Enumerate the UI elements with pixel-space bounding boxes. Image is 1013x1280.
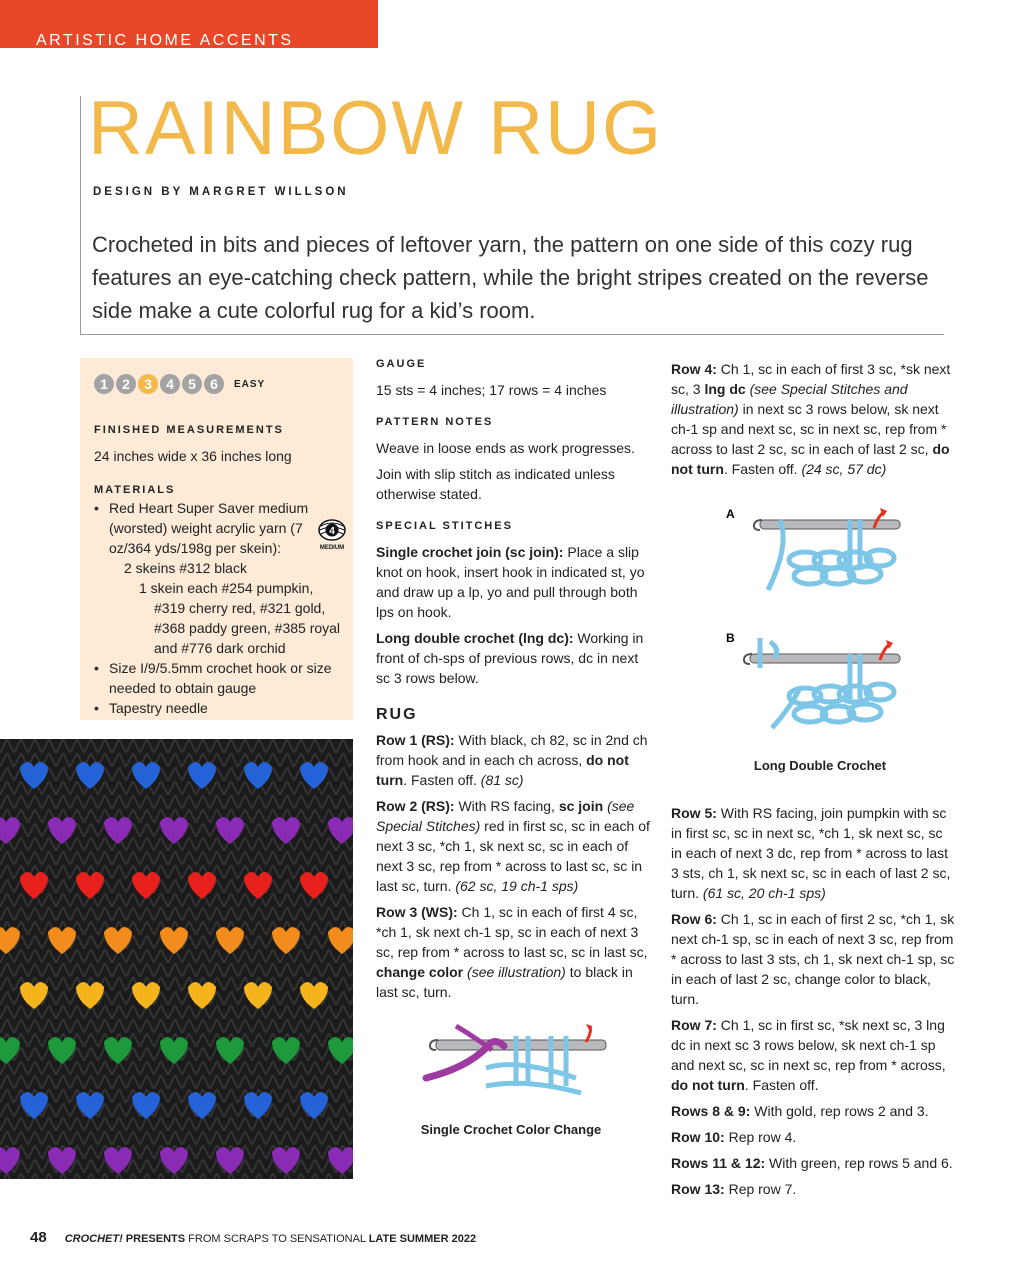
material-hook: • Size I/9/5.5mm crochet hook or size needed to obtain gauge: [94, 658, 344, 698]
text: With RS facing,: [454, 798, 559, 814]
long-dc-illustration-a: [720, 500, 920, 610]
rug-heading: RUG: [376, 706, 418, 723]
section-banner: [0, 0, 378, 48]
count: (81 sc): [480, 772, 524, 788]
issue-subtitle: FROM SCRAPS TO SENSATIONAL: [185, 1233, 369, 1245]
term: Single crochet join (sc join):: [376, 544, 564, 560]
designer-byline: DESIGN BY MARGRET WILLSON: [93, 186, 349, 198]
text: With RS facing, join pumpkin with sc in first sc, sc in next sc, *ch 1, sk next sc, sc in each of next 3 dc, rep from * across to last 3 sts, ch 1, sk next sc, sc in each of last 2 sc, turn.: [671, 805, 951, 901]
term: Row 6:: [671, 911, 717, 927]
note-2: Join with slip stitch as indicated unless otherwise stated.: [376, 466, 615, 502]
frame-line-bottom: [80, 334, 944, 335]
material-needle: • Tapestry needle: [94, 698, 344, 718]
skill-dot-2: 2: [116, 374, 136, 394]
material-yarn: [94, 498, 344, 658]
text: . Fasten off.: [723, 461, 802, 477]
row-4: [671, 359, 956, 479]
text: Rep row 7.: [724, 1181, 797, 1197]
skill-level: [94, 372, 343, 396]
color-change-caption: Single Crochet Color Change: [420, 1122, 602, 1137]
term: Row 13:: [671, 1181, 725, 1197]
illustration-label-a: A: [726, 507, 735, 521]
gauge-heading: GAUGE: [376, 358, 427, 370]
row-2: [376, 796, 656, 896]
row-3: [376, 902, 656, 1002]
text: . Fasten off.: [403, 772, 481, 788]
row-5: [671, 803, 956, 903]
materials-list: [94, 498, 344, 718]
note-1: Weave in loose ends as work progresses.: [376, 440, 635, 456]
count: (24 sc, 57 dc): [801, 461, 887, 477]
term: Row 4:: [671, 361, 717, 377]
material-skeins-colors: 1 skein each #254 pumpkin, #319 cherry red, #321 gold, #368 paddy green, #385 royal and #776 dark orchid: [139, 580, 341, 656]
row-6: [671, 909, 956, 1009]
text: Rep row 4.: [724, 1129, 797, 1145]
gauge-text: 15 sts = 4 inches; 17 rows = 4 inches: [376, 382, 607, 398]
term: Row 3 (WS):: [376, 904, 458, 920]
special-heading: SPECIAL STITCHES: [376, 520, 513, 532]
term: Row 10:: [671, 1129, 725, 1145]
text: . Fasten off.: [744, 1077, 819, 1093]
rug-photo: [0, 739, 353, 1179]
bold: do not turn: [671, 441, 950, 477]
long-dc-caption: Long Double Crochet: [753, 758, 887, 773]
special-sc-join: [376, 542, 656, 622]
yarn-weight-number: 4: [329, 526, 335, 537]
bold: do not turn: [376, 752, 629, 788]
illustration-label-b: B: [726, 631, 735, 645]
row-10: [671, 1127, 956, 1147]
frame-line-left: [80, 96, 81, 334]
text: Ch 1, sc in each of first 3 sc, *sk next sc, 3: [671, 361, 951, 397]
text: Working in front of ch-sps of previous rows, dc in next sc 3 rows below.: [376, 630, 644, 686]
text: Place a slip knot on hook, insert hook in indicated st, yo and draw up a lp, yo and pull through both lps on hook.: [376, 544, 645, 620]
text: in next sc 3 rows below, sk next ch-1 sp and next sc, sc in next sc, rep from * across to last 2 sc, sc in each of last 2 sc,: [671, 401, 947, 457]
text: With gold, rep rows 2 and 3.: [750, 1103, 929, 1119]
row-13: [671, 1179, 956, 1199]
page-footer: [30, 1229, 476, 1246]
bold: change color: [376, 964, 464, 980]
presents: PRESENTS: [122, 1233, 186, 1245]
text: With black, ch 82, sc in 2nd ch from hook and in each ch across,: [376, 732, 648, 768]
text: Ch 1, sc in each of first 2 sc, *ch 1, sk next ch-1 sp, sc in each of next 3 sc, rep from * across to last 3 sts, ch 1, sk next ch-1 sp, sc in each of last 2 sc, change color to black, turn.: [671, 911, 955, 1007]
ref: (see illustration): [467, 964, 566, 980]
skill-dot-4: 4: [160, 374, 180, 394]
section-label: ARTISTIC HOME ACCENTS: [36, 32, 294, 49]
intro-paragraph: Crocheted in bits and pieces of leftover yarn, the pattern on one side of this cozy rug features an eye-catching check pattern, while the bright stripes created on the reverse side make a cute colorful rug for a kid’s room.: [92, 232, 929, 323]
term: Row 2 (RS):: [376, 798, 455, 814]
magazine-name: CROCHET!: [64, 1233, 123, 1245]
term: Long double crochet (lng dc):: [376, 630, 574, 646]
term: Row 1 (RS):: [376, 732, 455, 748]
material-skeins-black: 2 skeins #312 black: [124, 560, 247, 576]
term: Row 7:: [671, 1017, 717, 1033]
page-number: 48: [30, 1229, 47, 1246]
row-1: [376, 730, 656, 790]
yarn-weight-label: MEDIUM: [319, 545, 345, 551]
rows-11-12: [671, 1153, 956, 1173]
materials-heading: MATERIALS: [94, 484, 176, 496]
finished-heading: FINISHED MEASUREMENTS: [94, 424, 284, 436]
row-7: [671, 1015, 956, 1095]
column-middle: [376, 358, 656, 1008]
text: red in first sc, sc in each of next 3 sc, *ch 1, sk next sc, sc in each of next 3 sc, rep from * across to last sc, sc in last sc, turn.: [376, 818, 650, 894]
color-change-illustration: [416, 1018, 616, 1118]
skill-dot-3-active: 3: [138, 374, 158, 394]
finished-text: 24 inches wide x 36 inches long: [94, 448, 292, 464]
bold: lng dc: [704, 381, 746, 397]
skill-dot-1: 1: [94, 374, 114, 394]
skill-dot-6: 6: [204, 374, 224, 394]
text: With green, rep rows 5 and 6.: [765, 1155, 953, 1171]
text: Ch 1, sc in each of first 4 sc, *ch 1, sk next ch-1 sp, sc in each of next 3 sc, rep from * across to last sc, sc in last sc,: [376, 904, 648, 960]
skill-label: EASY: [234, 378, 266, 390]
material-yarn-text: Red Heart Super Saver medium (worsted) weight acrylic yarn (7 oz/364 yds/198g per skein):: [109, 500, 309, 556]
text: to black in last sc, turn.: [376, 964, 633, 1000]
yarn-weight-icon: [314, 518, 350, 552]
notes-heading: PATTERN NOTES: [376, 416, 494, 428]
term: Row 5:: [671, 805, 717, 821]
count: (61 sc, 20 ch-1 sps): [702, 885, 826, 901]
ref: (see Special Stitches): [376, 798, 635, 834]
issue-date: LATE SUMMER 2022: [368, 1233, 477, 1245]
materials-sidebar: [80, 358, 353, 720]
ref: (see Special Stitches and illustration): [671, 381, 908, 417]
term: Rows 8 & 9:: [671, 1103, 751, 1119]
skill-dot-5: 5: [182, 374, 202, 394]
column-right: [671, 359, 956, 1205]
long-dc-illustration-b: [720, 628, 920, 748]
special-lng-dc: [376, 628, 656, 688]
rows-8-9: [671, 1101, 956, 1121]
text: Ch 1, sc in first sc, *sk next sc, 3 lng dc in next sc 3 rows below, sk next ch-1 sp and next sc, sc in next sc, rep from * across,: [671, 1017, 946, 1073]
count: (62 sc, 19 ch-1 sps): [455, 878, 579, 894]
bold: do not turn: [671, 1077, 745, 1093]
bold: sc join: [558, 798, 604, 814]
page-title: RAINBOW RUG: [88, 86, 664, 171]
term: Rows 11 & 12:: [671, 1155, 766, 1171]
